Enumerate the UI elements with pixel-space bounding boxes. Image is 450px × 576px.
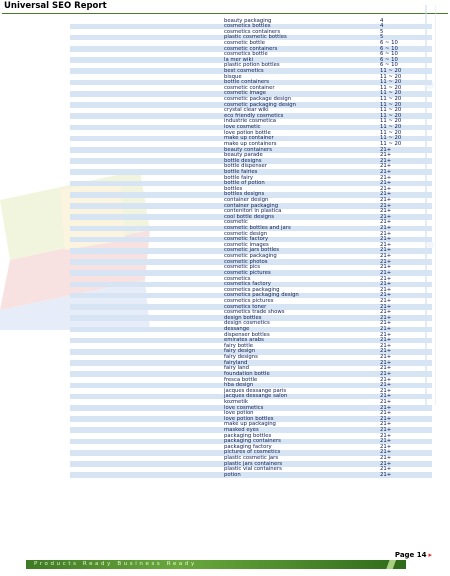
rank-cell: 21+ xyxy=(380,326,392,333)
rank-cell: 11 ~ 20 xyxy=(380,112,402,119)
keyword-cell: cosmetics packaging design xyxy=(224,292,299,299)
keyword-cell: packaging bottles xyxy=(224,432,272,439)
keyword-cell: cosmetics bottle xyxy=(224,51,268,58)
rank-cell: 21+ xyxy=(380,168,392,175)
keyword-cell: cosmetic pics xyxy=(224,264,260,271)
rank-cell: 21+ xyxy=(380,387,392,394)
rank-cell: 21+ xyxy=(380,185,392,192)
keyword-cell: packaging containers xyxy=(224,438,281,445)
rank-cell: 21+ xyxy=(380,264,392,271)
keyword-cell: beauty parade xyxy=(224,152,263,159)
keyword-cell: packaging factory xyxy=(224,443,272,450)
keyword-cell: beauty packaging xyxy=(224,17,272,24)
keyword-cell: bottle designs xyxy=(224,157,262,164)
rank-cell: 21+ xyxy=(380,253,392,260)
rank-cell: 21+ xyxy=(380,337,392,344)
rank-cell: 21+ xyxy=(380,213,392,220)
rank-cell: 21+ xyxy=(380,208,392,215)
rank-cell: 21+ xyxy=(380,275,392,282)
keyword-cell: cosmetic image xyxy=(224,90,266,97)
keyword-cell: bottle dispenser xyxy=(224,163,267,170)
keyword-cell: make up container xyxy=(224,135,274,142)
keyword-cell: bottles xyxy=(224,185,243,192)
keyword-cell: cosmetic photos xyxy=(224,258,268,265)
keyword-cell: make up packaging xyxy=(224,421,276,428)
footer-banner xyxy=(26,560,406,569)
rank-cell: 4 xyxy=(380,23,384,30)
rank-cell: 21+ xyxy=(380,471,392,478)
keyword-cell: crystal clear wiki xyxy=(224,107,269,114)
keyword-cell: love cosmetic xyxy=(224,124,261,131)
rank-cell: 21+ xyxy=(380,342,392,349)
rank-cell: 11 ~ 20 xyxy=(380,67,402,74)
keyword-cell: fresca bottle xyxy=(224,376,258,383)
rank-cell: 11 ~ 20 xyxy=(380,84,402,91)
keyword-cell: make up containers xyxy=(224,140,277,147)
rank-cell: 21+ xyxy=(380,180,392,187)
keyword-cell: la mer wiki xyxy=(224,56,254,63)
rank-cell: 21+ xyxy=(380,393,392,400)
keyword-cell: cosmetic pictures xyxy=(224,269,271,276)
rank-cell: 5 xyxy=(380,28,384,35)
keyword-cell: cosmetics trade shows xyxy=(224,309,285,316)
rank-cell: 21+ xyxy=(380,146,392,153)
rank-cell: 21+ xyxy=(380,303,392,310)
keyword-cell: plastic cosmetic bottles xyxy=(224,34,287,41)
keyword-cell: bottle fairies xyxy=(224,168,258,175)
keyword-cell: bottles designs xyxy=(224,191,265,198)
keyword-cell: plastic jars containers xyxy=(224,460,283,467)
keyword-cell: pictures of cosmetics xyxy=(224,449,281,456)
keyword-cell: eco friendly cosmetics xyxy=(224,112,284,119)
keyword-cell: contenitori in plastica xyxy=(224,208,282,215)
keyword-cell: cosmetic bottle xyxy=(224,39,265,46)
table-row xyxy=(70,472,432,478)
rank-cell: 11 ~ 20 xyxy=(380,96,402,103)
rank-cell: 21+ xyxy=(380,320,392,327)
keyword-cell: love potion bottle xyxy=(224,129,271,136)
rank-cell: 11 ~ 20 xyxy=(380,90,402,97)
rank-cell: 6 ~ 10 xyxy=(380,62,398,69)
report-title: Universal SEO Report xyxy=(4,1,107,11)
rank-cell: 6 ~ 10 xyxy=(380,51,398,58)
rank-cell: 21+ xyxy=(380,432,392,439)
keyword-cell: plastic vial containers xyxy=(224,466,282,473)
keyword-cell: bottle containers xyxy=(224,79,270,86)
report-header xyxy=(0,0,450,15)
rank-cell: 6 ~ 10 xyxy=(380,39,398,46)
keyword-cell: dispenser bottles xyxy=(224,331,270,338)
keyword-cell: fairyland xyxy=(224,359,248,366)
keyword-cell: plastic potion bottles xyxy=(224,62,280,69)
keyword-cell: cosmetics containers xyxy=(224,28,281,35)
rank-cell: 21+ xyxy=(380,438,392,445)
rank-cell: 21+ xyxy=(380,443,392,450)
keyword-cell: cosmetic jars bottles xyxy=(224,247,280,254)
keyword-cell: cosmetic xyxy=(224,219,248,226)
rank-cell: 21+ xyxy=(380,455,392,462)
rank-cell: 21+ xyxy=(380,348,392,355)
rank-cell: 21+ xyxy=(380,258,392,265)
rank-cell: 21+ xyxy=(380,309,392,316)
rank-cell: 21+ xyxy=(380,297,392,304)
rank-cell: 11 ~ 20 xyxy=(380,79,402,86)
rank-cell: 11 ~ 20 xyxy=(380,124,402,131)
rank-cell: 21+ xyxy=(380,163,392,170)
rank-cell: 21+ xyxy=(380,331,392,338)
rank-cell: 21+ xyxy=(380,398,392,405)
keyword-cell: love potion bottles xyxy=(224,415,274,422)
rank-cell: 4 xyxy=(380,17,384,24)
rank-cell: 11 ~ 20 xyxy=(380,101,402,108)
rank-cell: 21+ xyxy=(380,404,392,411)
keyword-cell: industrie cosmetica xyxy=(224,118,277,125)
keyword-cell: design cosmetics xyxy=(224,320,270,327)
rank-cell: 21+ xyxy=(380,410,392,417)
keyword-cell: cosmetic images xyxy=(224,241,269,248)
keyword-cell: cosmetics packaging xyxy=(224,286,280,293)
keyword-cell: hba design xyxy=(224,382,254,389)
keyword-cell: bisque xyxy=(224,73,242,80)
rank-cell: 21+ xyxy=(380,219,392,226)
rank-cell: 6 ~ 10 xyxy=(380,56,398,63)
keyword-cell: cosmetic design xyxy=(224,230,268,237)
rank-cell: 21+ xyxy=(380,174,392,181)
rank-cell: 21+ xyxy=(380,460,392,467)
keyword-cell: beauty containers xyxy=(224,146,272,153)
rank-cell: 11 ~ 20 xyxy=(380,118,402,125)
keyword-cell: cosmetic packaging xyxy=(224,253,277,260)
rank-cell: 21+ xyxy=(380,225,392,232)
keyword-cell: cosmetics pictures xyxy=(224,297,274,304)
keyword-cell: fairy designs xyxy=(224,354,258,361)
rank-cell: 21+ xyxy=(380,241,392,248)
next-page-arrow-icon: ▸ xyxy=(428,551,432,559)
keyword-cell: potion xyxy=(224,471,241,478)
keyword-cell: cool bottle designs xyxy=(224,213,275,220)
rank-cell: 11 ~ 20 xyxy=(380,135,402,142)
rank-cell: 21+ xyxy=(380,365,392,372)
keyword-cell: cosmetics factory xyxy=(224,281,271,288)
rank-cell: 21+ xyxy=(380,236,392,243)
footer-slash-decoration xyxy=(372,560,412,569)
keyword-cell: cosmetic factory xyxy=(224,236,269,243)
keyword-cell: best cosmetics xyxy=(224,67,264,74)
rank-cell: 21+ xyxy=(380,191,392,198)
header-rule xyxy=(2,13,448,14)
rank-cell: 21+ xyxy=(380,247,392,254)
rank-cell: 21+ xyxy=(380,421,392,428)
rank-cell: 6 ~ 10 xyxy=(380,45,398,52)
keyword-cell: cosmetics toner xyxy=(224,303,267,310)
keyword-cell: fairy bottle xyxy=(224,342,254,349)
keyword-cell: jacques dessange paris xyxy=(224,387,287,394)
rank-cell: 21+ xyxy=(380,157,392,164)
rank-cell: 21+ xyxy=(380,281,392,288)
keyword-cell: cosmetics xyxy=(224,275,251,282)
rank-cell: 21+ xyxy=(380,415,392,422)
rank-cell: 11 ~ 20 xyxy=(380,140,402,147)
keyword-cell: emirates arabs xyxy=(224,337,264,344)
keyword-cell: bottle fairy xyxy=(224,174,254,181)
keyword-cell: plastic cosmetic jars xyxy=(224,455,279,462)
rank-cell: 11 ~ 20 xyxy=(380,129,402,136)
keyword-cell: container design xyxy=(224,197,269,203)
rank-cell: 21+ xyxy=(380,359,392,366)
rank-cell: 11 ~ 20 xyxy=(380,107,402,114)
keyword-cell: cosmetic package design xyxy=(224,96,292,103)
rank-cell: 21+ xyxy=(380,426,392,433)
keyword-cell: dessange xyxy=(224,326,250,333)
rank-cell: 21+ xyxy=(380,376,392,383)
rank-cell: 5 xyxy=(380,34,384,41)
rank-cell: 21+ xyxy=(380,314,392,321)
keyword-cell: love potion xyxy=(224,410,254,417)
keyword-cell: masked eyes xyxy=(224,426,259,433)
keyword-cell: bottle of potion xyxy=(224,180,265,187)
rank-cell: 21+ xyxy=(380,152,392,159)
rank-cell: 21+ xyxy=(380,202,392,209)
keyword-ranking-table xyxy=(70,18,432,478)
rank-cell: 11 ~ 20 xyxy=(380,73,402,80)
rank-cell: 21+ xyxy=(380,354,392,361)
keyword-cell: jacques dessange salon xyxy=(224,393,288,400)
page-label: Page 14 xyxy=(394,551,427,559)
keyword-cell: fairy land xyxy=(224,365,250,372)
keyword-cell: love cosmetics xyxy=(224,404,264,411)
keyword-cell: fairy design xyxy=(224,348,256,355)
rank-cell: 21+ xyxy=(380,466,392,473)
keyword-cell: cosmetic container xyxy=(224,84,275,91)
footer-tagline: Products Ready Business Ready xyxy=(34,561,197,567)
keyword-cell: cosmetic bottles and jars xyxy=(224,225,291,232)
rank-cell: 21+ xyxy=(380,449,392,456)
rank-cell: 21+ xyxy=(380,292,392,299)
keyword-cell: foundation bottle xyxy=(224,370,270,377)
page-number xyxy=(395,551,432,559)
rank-cell: 21+ xyxy=(380,197,392,203)
keyword-cell: cosmetic containers xyxy=(224,45,278,52)
keyword-cell: kozmetik xyxy=(224,398,248,405)
rank-cell: 21+ xyxy=(380,286,392,293)
keyword-cell: container packaging xyxy=(224,202,279,209)
rank-cell: 21+ xyxy=(380,370,392,377)
keyword-cell: cosmetic packaging design xyxy=(224,101,297,108)
rank-cell: 21+ xyxy=(380,269,392,276)
rank-cell: 21+ xyxy=(380,382,392,389)
rank-cell: 21+ xyxy=(380,230,392,237)
keyword-cell: cosmetics bottles xyxy=(224,23,271,30)
keyword-cell: design bottles xyxy=(224,314,262,321)
